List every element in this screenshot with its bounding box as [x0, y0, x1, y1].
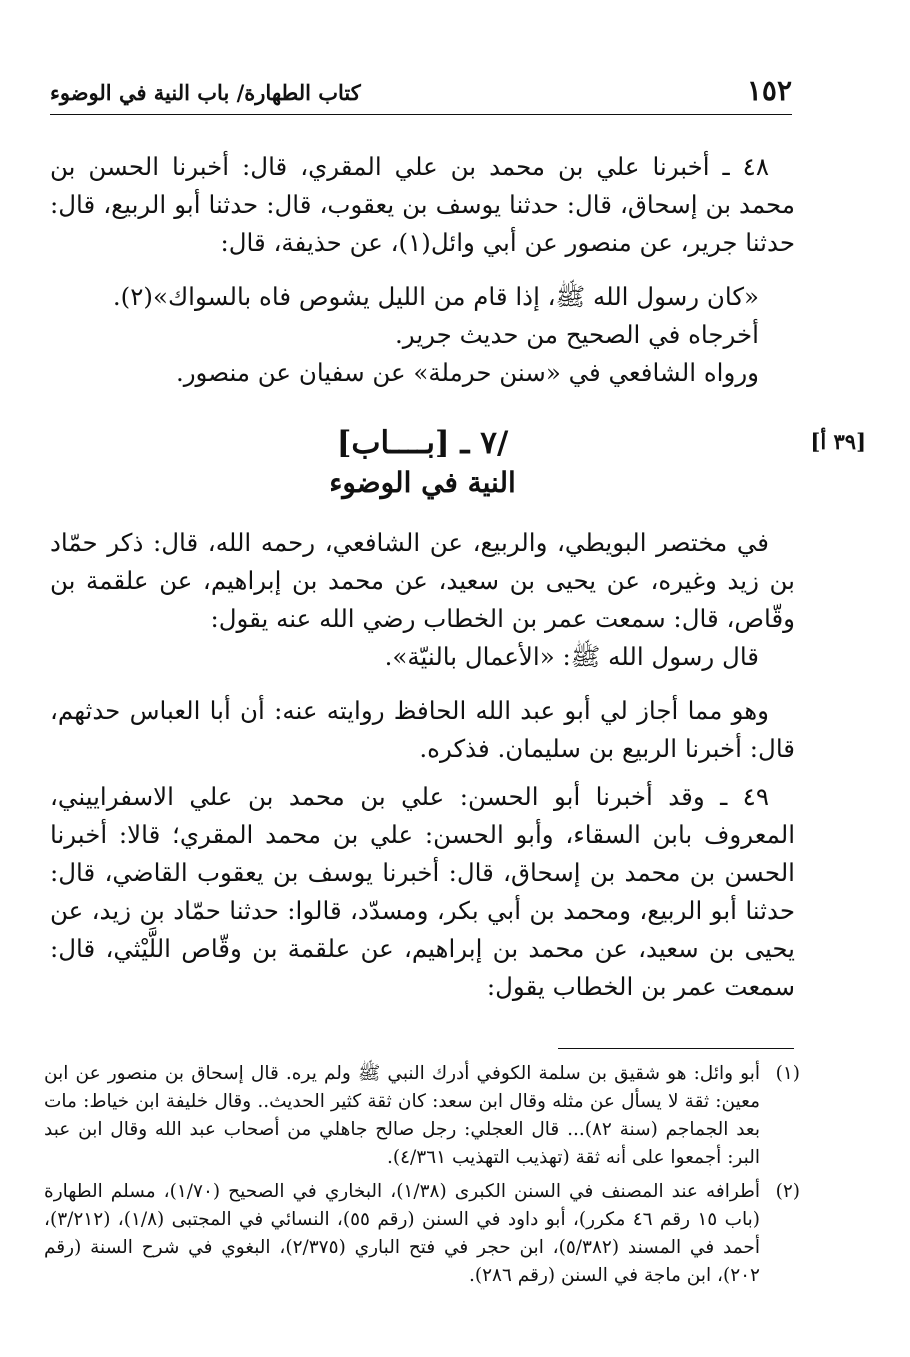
footnote-1: [44, 1060, 800, 1172]
ijaza-paragraph: وهو مما أجاز لي أبو عبد الله الحافظ روايته عنه: أن أبا العباس حدثهم، قال: أخبرنا الربيع بن سليمان. فذكره.: [50, 696, 795, 763]
footnote-text: أطرافه عند المصنف في السنن الكبرى (١/٣٨)، البخاري في الصحيح (١/٧٠)، مسلم الطهارة (باب ١٥ رقم ٤٦ مكرر)، أبو داود في السنن (رقم ٥٥)، النسائي في المجتبى (١/٨)، (٣/٢١٢)، أحمد في المسند (٥/٣٨٢)، ابن حجر في فتح الباري (٢/٣٧٥)، البغوي في شرح السنة (رقم ٢٠٢)، ابن ماجة في السنن (رقم ٢٨٦).: [44, 1181, 760, 1286]
footnote-divider: [558, 1048, 794, 1049]
buwayti-paragraph: في مختصر البويطي، والربيع، عن الشافعي، رحمه الله، قال: ذكر حمّاد بن زيد وغيره، عن يحيى بن سعيد، عن محمد بن إبراهيم، عن علقمة بن وقّاص، قال: سمعت عمر بن الخطاب رضي الله عنه يقول:: [50, 528, 795, 633]
chapter-subtitle: النية في الوضوء: [329, 466, 516, 499]
chapter-heading: [50, 422, 795, 502]
footnotes: [44, 1060, 800, 1296]
page-number: ١٥٢: [746, 74, 792, 107]
footnote-2: [44, 1178, 800, 1290]
hadith-49-chain: ٤٩ ـ وقد أخبرنا أبو الحسن: علي بن محمد بن علي الاسفراييني، المعروف بابن السقاء، وأبو الحسن: علي بن محمد المقري؛ قالا: أخبرنا الحسن بن محمد بن إسحاق، قال: أخبرنا يوسف بن يعقوب القاضي، قال: حدثنا أبو الربيع، ومحمد بن أبي بكر، ومسدّد، قالوا: حدثنا حمّاد بن زيد، عن يحيى بن سعيد، عن محمد بن إبراهيم، عن علقمة بن وقّاص اللَّيْثي، قال: سمعت عمر بن الخطاب يقول:: [50, 782, 795, 1001]
hadith-48-text: «كان رسول الله ﷺ، إذا قام من الليل يشوص فاه بالسواك»(٢).: [112, 282, 759, 311]
hadith-48-block: [50, 148, 795, 392]
page-header: [50, 74, 792, 115]
hadith-niyya-text: قال رسول الله ﷺ: «الأعمال بالنيّة».: [384, 642, 759, 671]
chapter-title: /٧ ـ [بــــاب]: [336, 425, 509, 461]
footnote-number: (١): [775, 1063, 800, 1084]
footnote-number: (٢): [775, 1181, 800, 1202]
footnote-text: أبو وائل: هو شقيق بن سلمة الكوفي أدرك النبي ﷺ ولم يره. قال إسحاق بن منصور عن ابن معين: ثقة لا يسأل عن مثله وقال ابن سعد: كان ثقة كثير الحديث.. وقال خليفة ابن خياط: مات بعد الجماجم (سنة ٨٢)... قال العجلي: رجل صالح جاهلي من أصحاب عبد الله وقال ابن عبد البر: أجمعوا على أنه ثقة (تهذيب التهذيب ٤/٣٦١).: [44, 1063, 760, 1168]
running-title: كتاب الطهارة/ باب النية في الوضوء: [50, 80, 361, 105]
shafii-riwaya-line: ورواه الشافعي في «سنن حرملة» عن سفيان عن منصور.: [175, 358, 759, 387]
takhrij-line: أخرجاه في الصحيح من حديث جرير.: [395, 320, 759, 349]
chapter-body: [50, 524, 795, 1006]
hadith-48-chain: ٤٨ ـ أخبرنا علي بن محمد بن علي المقري، قال: أخبرنا الحسن بن محمد بن إسحاق، قال: حدثنا يوسف بن يعقوب، قال: حدثنا أبو الربيع، قال: حدثنا جرير، عن منصور عن أبي وائل(١)، عن حذيفة، قال:: [50, 152, 795, 257]
manuscript-folio-note: [٣٩ أ]: [810, 429, 866, 454]
